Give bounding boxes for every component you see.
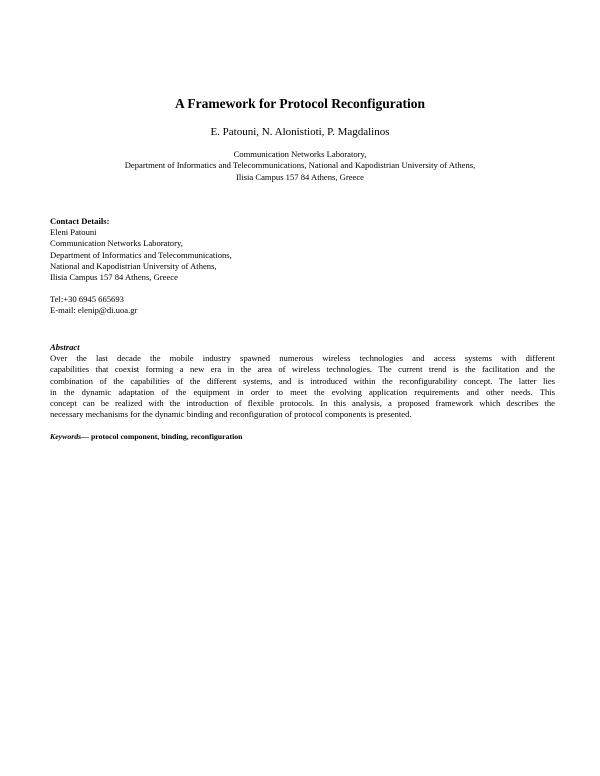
abstract-line: concept can be realized with the introduction of flexible protocols. In this analysis, a proposed framework which describes the bbox=[50, 398, 555, 409]
paper-title: A Framework for Protocol Reconfiguration bbox=[175, 96, 425, 111]
abstract-line: Over the last decade the mobile industry spawned numerous wireless technologies and access systems with different bbox=[50, 353, 555, 364]
abstract-line: in the dynamic adaptation of the equipment in order to meet the evolving application requirements and other needs. This bbox=[50, 386, 555, 397]
keywords-label: Keywords bbox=[50, 432, 82, 441]
abstract-line: capabilities that coexist forming a new era in the area of wireless technologies. The current trend is the facilitation and the bbox=[50, 364, 555, 375]
contact-line: National and Kapodistrian University of Athens, bbox=[50, 260, 217, 271]
contact-details bbox=[50, 216, 450, 317]
affiliation-block bbox=[0, 149, 600, 183]
abstract-line: necessary mechanisms for the dynamic binding and reconfiguration of protocol components is presented. bbox=[50, 409, 412, 420]
abstract-line: combination of the capabilities of the different systems, and is introduced within the reconfigurability concept. The latter lies bbox=[50, 375, 555, 386]
abstract-heading: Abstract bbox=[50, 342, 80, 352]
contact-heading: Contact Details: bbox=[50, 216, 110, 226]
contact-line: Ilisia Campus 157 84 Athens, Greece bbox=[50, 272, 178, 283]
affiliation-line: Department of Informatics and Telecommunications, National and Kapodistrian University of Athens, bbox=[124, 160, 476, 171]
contact-line: Communication Networks Laboratory, bbox=[50, 238, 183, 249]
contact-line: Eleni Patouni bbox=[50, 227, 97, 238]
contact-line: Department of Informatics and Telecommunications, bbox=[50, 249, 232, 260]
contact-tel: Tel:+30 6945 665693 bbox=[50, 294, 124, 305]
contact-spacer bbox=[50, 283, 450, 294]
affiliation-line: Communication Networks Laboratory, bbox=[233, 149, 367, 159]
abstract-section bbox=[50, 342, 555, 420]
keywords-text: — protocol component, binding, reconfiguration bbox=[81, 432, 243, 441]
author-list: E. Patouni, N. Alonistioti, P. Magdalinos bbox=[210, 126, 390, 138]
affiliation-line: Ilisia Campus 157 84 Athens, Greece bbox=[236, 171, 364, 182]
contact-email: E-mail: elenip@di.uoa.gr bbox=[50, 305, 138, 316]
keywords-line bbox=[50, 432, 243, 442]
